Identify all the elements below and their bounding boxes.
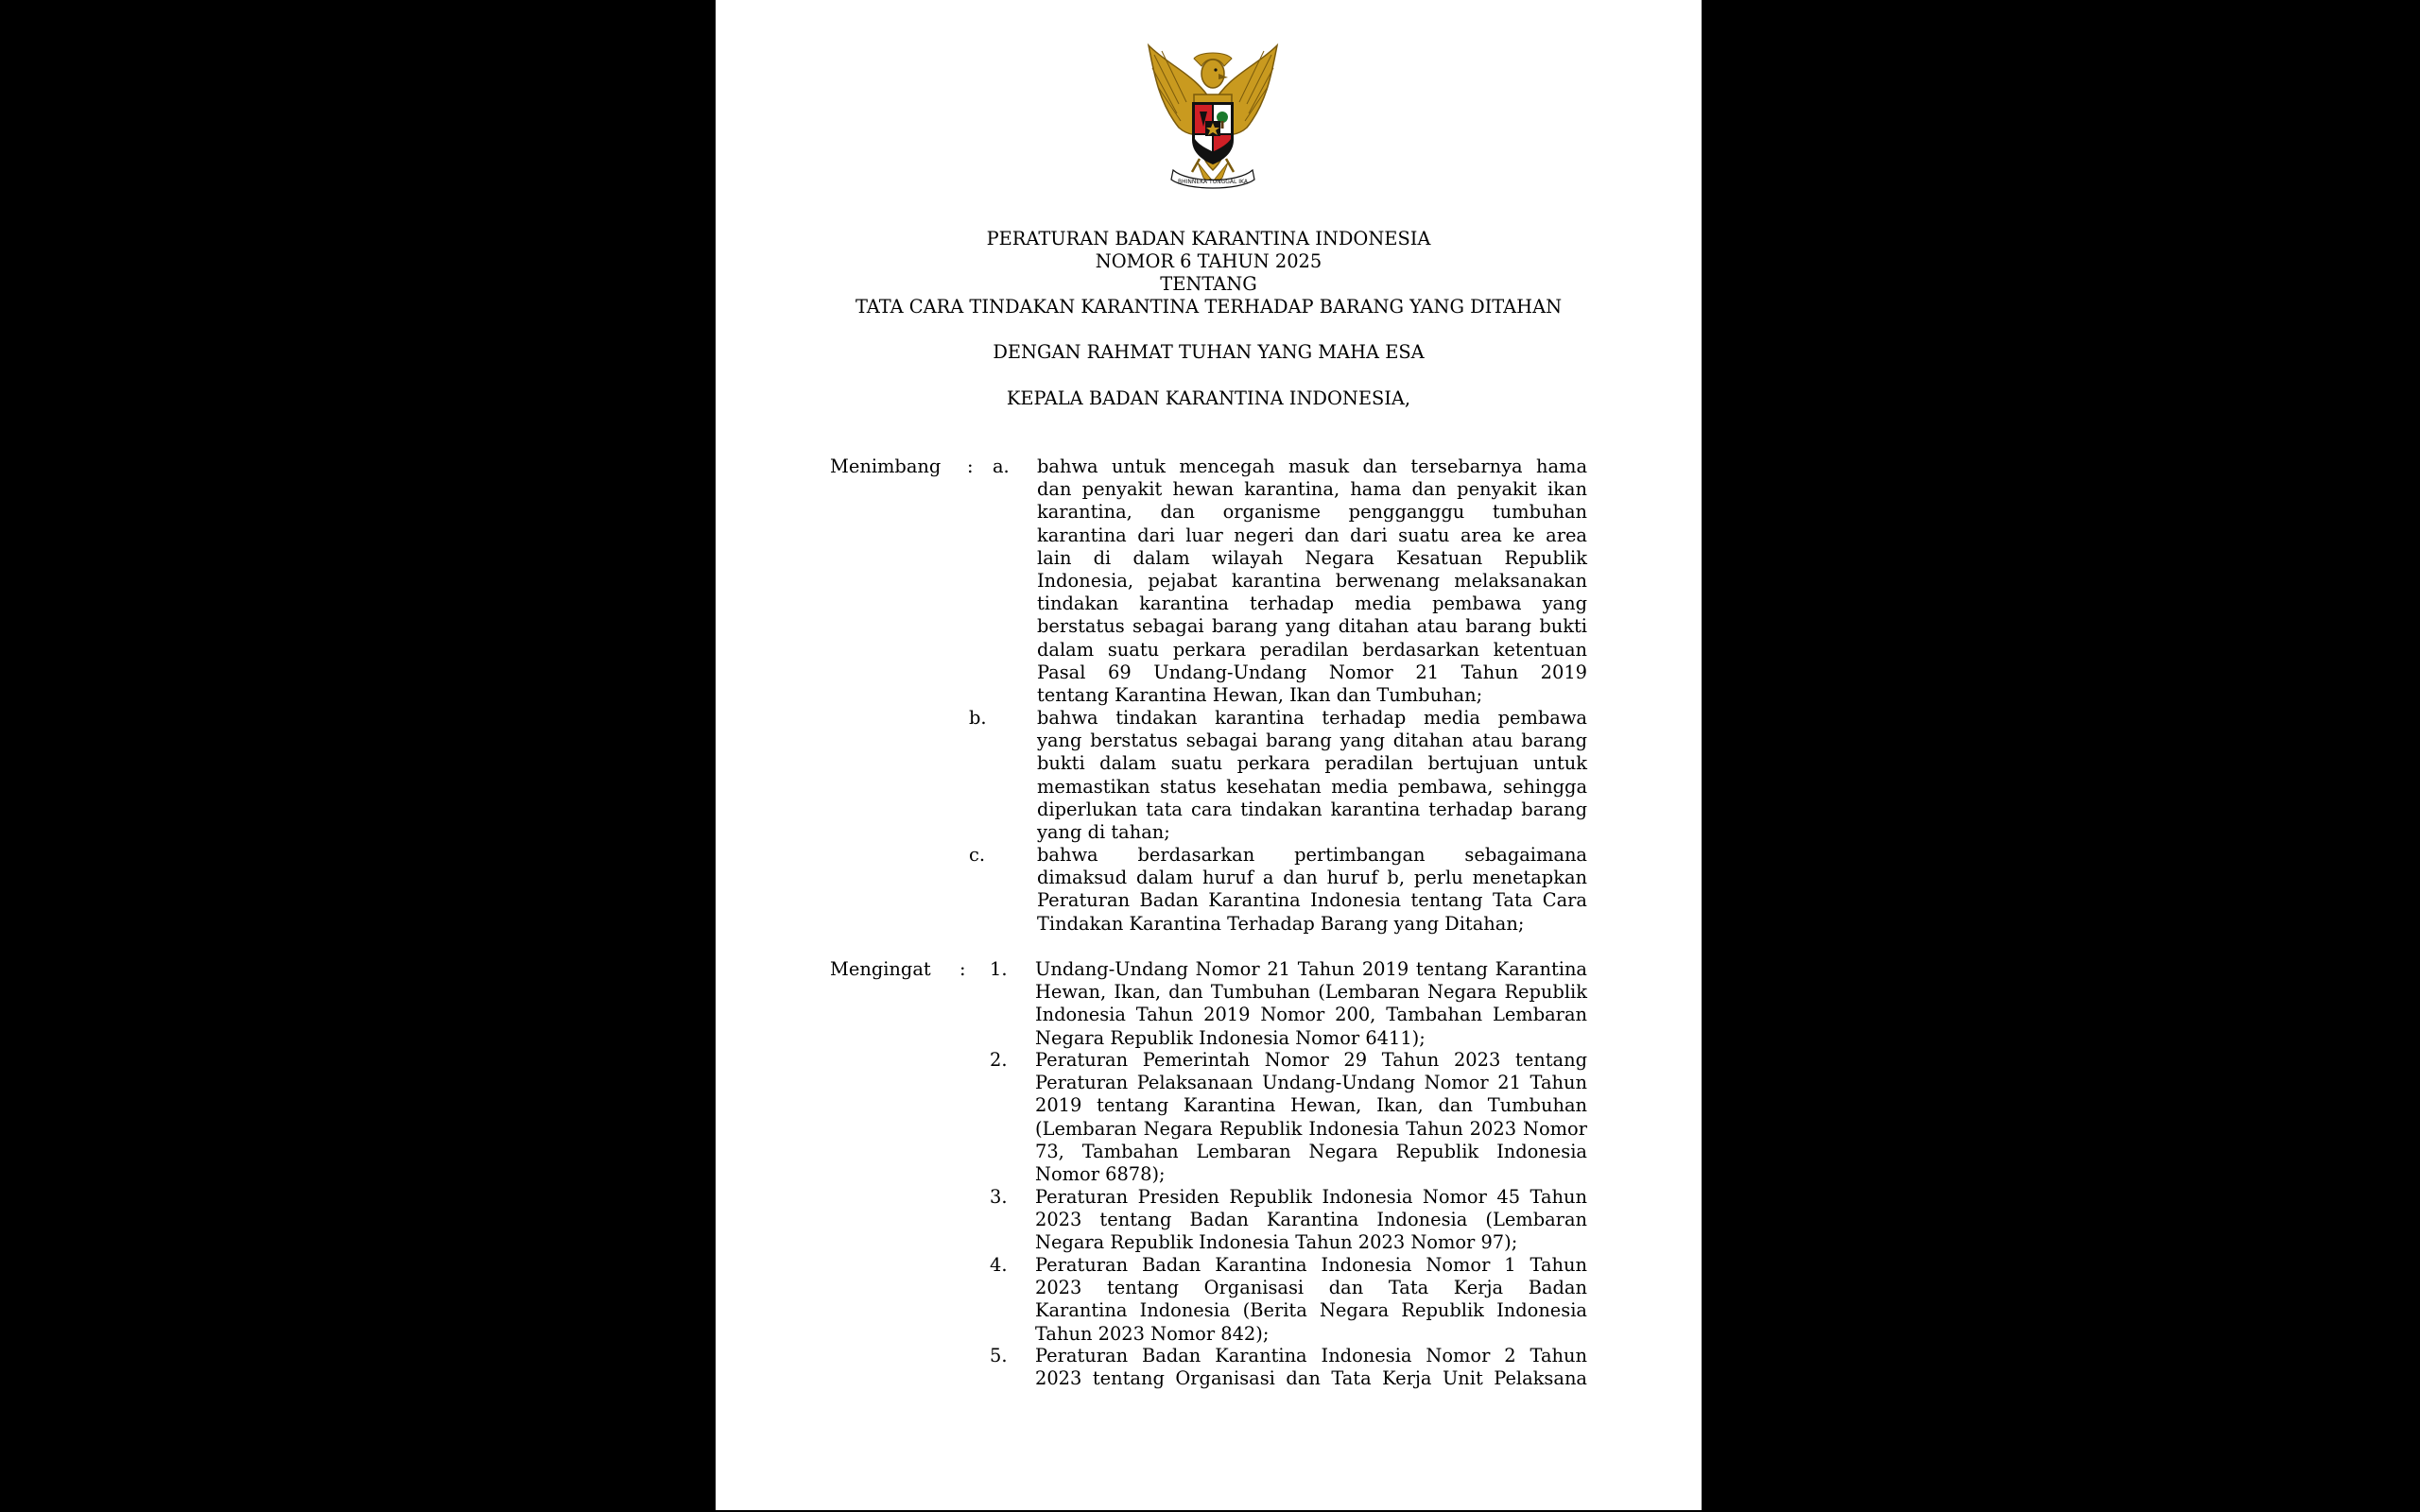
- text-line: bahwa untuk mencegah masuk dan tersebarnya hama: [1037, 455, 1587, 477]
- mengingat-item-4-text: [1035, 1254, 1587, 1346]
- menimbang-item-c-mark: c.: [969, 844, 986, 866]
- mengingat-item-4-mark: 4.: [990, 1254, 1008, 1276]
- text-line: Pasal 69 Undang-Undang Nomor 21 Tahun 2019: [1037, 661, 1587, 683]
- text-line: 2023 tentang Badan Karantina Indonesia (Lembaran: [1035, 1209, 1587, 1231]
- text-line: Undang-Undang Nomor 21 Tahun 2019 tentang Karantina: [1035, 958, 1587, 980]
- text-line: Karantina Indonesia (Berita Negara Republik Indonesia: [1035, 1299, 1587, 1322]
- text-line: diperlukan tata cara tindakan karantina terhadap barang: [1037, 798, 1587, 820]
- regulation-number: NOMOR 6 TAHUN 2025: [1095, 250, 1322, 272]
- text-line: Negara Republik Indonesia Tahun 2023 Nomor 97);: [1035, 1231, 1518, 1254]
- text-line: Indonesia Tahun 2019 Nomor 200, Tambahan Lembaran: [1035, 1004, 1587, 1026]
- text-line: lain di dalam wilayah Negara Kesatuan Republik: [1037, 546, 1587, 569]
- text-line: dalam suatu perkara peradilan berdasarkan ketentuan: [1037, 638, 1587, 661]
- text-line: Peraturan Badan Karantina Indonesia Nomor 1 Tahun: [1035, 1254, 1587, 1276]
- text-line: Nomor 6878);: [1035, 1162, 1166, 1185]
- invocation: DENGAN RAHMAT TUHAN YANG MAHA ESA: [993, 341, 1425, 363]
- mengingat-colon: :: [959, 958, 966, 980]
- mengingat-item-1-text: [1035, 958, 1587, 1050]
- menimbang-item-a-text: [1037, 455, 1587, 707]
- mengingat-item-2-text: [1035, 1049, 1587, 1186]
- text-line: yang di tahan;: [1037, 820, 1170, 843]
- mengingat-item-3-text: [1035, 1186, 1587, 1255]
- menimbang-colon: :: [967, 455, 974, 477]
- document-page[interactable]: [716, 0, 1702, 1510]
- text-line: bahwa tindakan karantina terhadap media pembawa: [1037, 707, 1587, 729]
- mengingat-label: Mengingat: [830, 958, 931, 980]
- text-line: Hewan, Ikan, dan Tumbuhan (Lembaran Negara Republik: [1035, 981, 1587, 1004]
- menimbang-item-b-text: [1037, 707, 1587, 844]
- text-line: 73, Tambahan Lembaran Negara Republik Indonesia: [1035, 1140, 1587, 1162]
- mengingat-item-2-mark: 2.: [990, 1049, 1008, 1071]
- text-line: 2023 tentang Organisasi dan Tata Kerja Badan: [1035, 1277, 1587, 1299]
- mengingat-item-1-mark: 1.: [990, 958, 1008, 980]
- text-line: tentang Karantina Hewan, Ikan dan Tumbuhan;: [1037, 683, 1483, 706]
- mengingat-item-5-mark: 5.: [990, 1345, 1008, 1366]
- text-line: tindakan karantina terhadap media pembawa yang: [1037, 593, 1587, 615]
- text-line: 2023 tentang Organisasi dan Tata Kerja Unit Pelaksana: [1035, 1367, 1587, 1390]
- regulation-tentang: TENTANG: [1160, 273, 1257, 295]
- menimbang-item-a-mark: a.: [993, 455, 1010, 477]
- text-line: bahwa berdasarkan pertimbangan sebagaimana: [1037, 844, 1587, 866]
- text-line: (Lembaran Negara Republik Indonesia Tahun 2023 Nomor: [1035, 1117, 1587, 1140]
- text-line: Peraturan Presiden Republik Indonesia Nomor 45 Tahun: [1035, 1186, 1587, 1208]
- mengingat-item-3-mark: 3.: [990, 1186, 1008, 1208]
- text-line: 2019 tentang Karantina Hewan, Ikan, dan Tumbuhan: [1035, 1094, 1587, 1117]
- text-line: dan penyakit hewan karantina, hama dan penyakit ikan: [1037, 478, 1587, 501]
- text-line: karantina, dan organisme pengganggu tumbuhan: [1037, 501, 1587, 524]
- text-line: dimaksud dalam huruf a dan huruf b, perlu menetapkan: [1037, 867, 1587, 889]
- text-line: Tahun 2023 Nomor 842);: [1035, 1322, 1270, 1345]
- garuda-pancasila-emblem-icon: [1141, 38, 1285, 195]
- text-line: Tindakan Karantina Terhadap Barang yang Ditahan;: [1037, 912, 1525, 935]
- text-line: Indonesia, pejabat karantina berwenang melaksanakan: [1037, 569, 1587, 592]
- motto-text: BHINNEKA TUNGGAL IKA: [1178, 179, 1248, 185]
- text-line: memastikan status kesehatan media pembawa, sehingga: [1037, 775, 1587, 798]
- text-line: Peraturan Pelaksanaan Undang-Undang Nomor 21 Tahun: [1035, 1072, 1587, 1094]
- regulation-subject: TATA CARA TINDAKAN KARANTINA TERHADAP BARANG YANG DITAHAN: [855, 296, 1563, 318]
- text-line: bukti dalam suatu perkara peradilan bertujuan untuk: [1037, 752, 1587, 775]
- mengingat-item-5-text: [1035, 1345, 1587, 1390]
- menimbang-item-b-mark: b.: [969, 707, 987, 729]
- text-line: yang berstatus sebagai barang yang ditahan atau barang: [1037, 730, 1587, 752]
- regulation-title: PERATURAN BADAN KARANTINA INDONESIA: [986, 228, 1431, 249]
- text-line: Peraturan Badan Karantina Indonesia tentang Tata Cara: [1037, 889, 1587, 912]
- text-line: Peraturan Badan Karantina Indonesia Nomor 2 Tahun: [1035, 1345, 1587, 1366]
- text-line: karantina dari luar negeri dan dari suatu area ke area: [1037, 524, 1587, 546]
- issuing-authority: KEPALA BADAN KARANTINA INDONESIA,: [1006, 387, 1411, 409]
- text-line: Peraturan Pemerintah Nomor 29 Tahun 2023 tentang: [1035, 1049, 1587, 1071]
- text-line: berstatus sebagai barang yang ditahan atau barang bukti: [1037, 615, 1587, 638]
- menimbang-item-c-text: [1037, 844, 1587, 936]
- text-line: Negara Republik Indonesia Nomor 6411);: [1035, 1026, 1426, 1049]
- menimbang-label: Menimbang: [830, 455, 942, 477]
